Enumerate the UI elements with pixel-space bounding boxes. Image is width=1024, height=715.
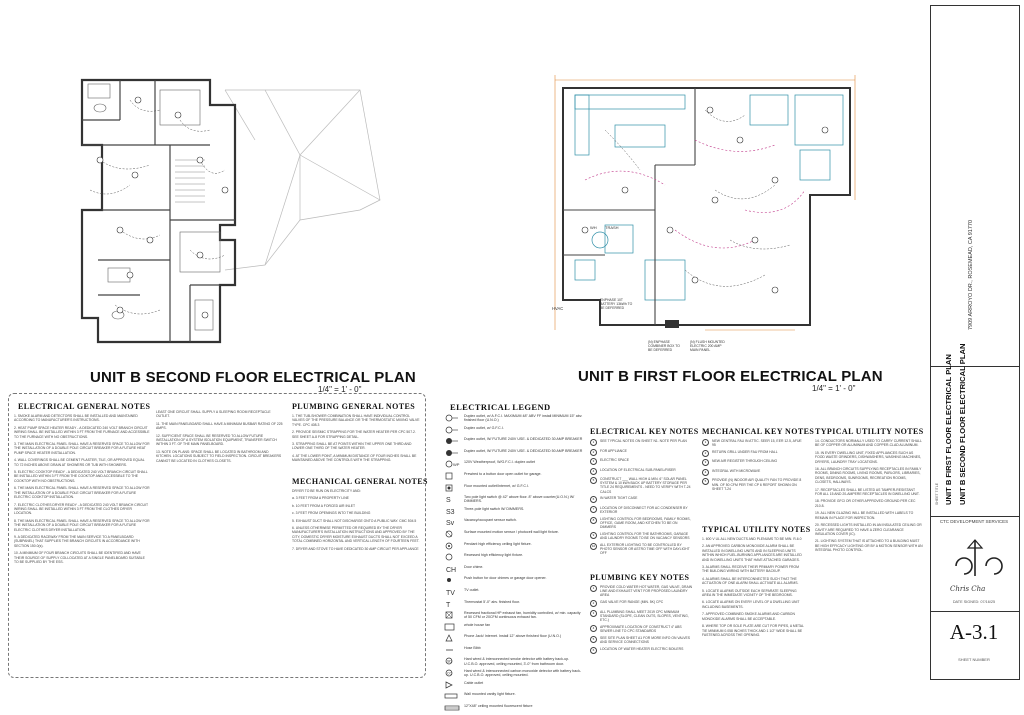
legend-row (444, 484, 584, 496)
svg-text:TV: TV (446, 589, 455, 597)
legend-row (444, 669, 584, 681)
key-note-text: CONSTRUCT ___ WALL HIGH & MIN. 6" SOLAR PANEL SYSTEM & 10 kWh BACK UP BATTERY STORAGE PER TITLE 24 REQUIREMENTS - NEED TO VERIFY WITH T-24 CALCS (600, 477, 691, 494)
pendant-light-icon (444, 542, 460, 550)
svg-text:S: S (446, 497, 451, 505)
electrical-notes-col1 (14, 414, 150, 672)
mechanical-note: c. 3 FEET FROM OPENINGS INTO THE BUILDING (292, 511, 371, 516)
key-note (590, 625, 694, 633)
second-floor-scale: 1/4" = 1' - 0" (318, 385, 362, 394)
key-number-icon: 5 (590, 636, 597, 643)
key-number-icon: 1 (702, 439, 709, 446)
typical-utility-notes-heading-2: TYPICAL UTILITY NOTES (815, 427, 924, 436)
electrical-note: 3. THE MAIN ELECTRICAL PANEL SHALL HAVE A RESERVED SPACE TO ALLOW FOR THE INSTALLATION OF A DOUBLE POLE CIRCUIT BREAKER FOR A FUTURE HEAT PUMP SPACE HEATER INSTALLATION. (14, 442, 150, 455)
legend-row (444, 518, 584, 530)
plumbing-notes (292, 414, 420, 476)
electrical-note: 4. WALL COVERINGS SHALL BE CEMENT PLASTER, TILE, OR APPROVED EQUAL TO 72 INCHES ABOVE DRAIN AT SHOWERS OR TUB WITH SHOWERS. (14, 458, 145, 467)
second-floor-plan-title: UNIT B SECOND FLOOR ELECTRICAL PLAN (90, 369, 416, 386)
utility-note: 7. APPROVED COMBINED SMOKE ALARMS AND CARBON MONOXIDE ALARMS SHALL BE ACCEPTABLE. (702, 612, 795, 621)
legend-text: Duplex outlet, w/ A.F.C.I. MAXIMUM 48" ABV FF install MINIMUM 15" abv. finished floor (U.N.O.) (464, 414, 583, 423)
legend-text: Thermostat 5'-0" abv. finished floor. (464, 599, 521, 604)
legend-text: Vacancy/occupant sensor switch. (464, 518, 517, 523)
project-address: 7909 ARROYO DR., ROSEMEAD, CA 91770 (968, 219, 974, 330)
legend-text: Phone Jack/ Internet. Install 12" above finished floor (U.N.O.) (464, 634, 562, 639)
legend-row (444, 449, 584, 461)
key-note (590, 449, 694, 456)
key-note-text: ALL EXTERIOR LIGHTING TO BE CONTROLLED BY PHOTO SENSOR OR ASTRO TIME OFF WITH DAYLIGHT OFF (600, 542, 690, 556)
key-note (702, 459, 806, 466)
key-note (590, 610, 694, 623)
second-floor-plan-drawing (60, 60, 400, 365)
typical-utility-notes-list-2 (815, 439, 923, 675)
utility-note: 21. LIGHTING SYSTEM THAT IS ATTACHED TO A BUILDING MUST BE HIGH EFFICACY LIGHTING OR BY A MOTION SENSOR WITH AN INTEGRAL PHOTO CONTROL. (815, 539, 923, 553)
key-note-text: FOR APPLIANCE (600, 448, 627, 453)
key-note (702, 478, 806, 491)
key-number-icon: 3 (590, 458, 597, 465)
duplex-outlet-icon (444, 414, 460, 422)
mechanical-note: b. 10 FEET FROM A FORCED AIR INLET (292, 503, 356, 508)
title-block-divider (931, 611, 1019, 612)
legend-text: Duplex outlet, W/ FUTURE 240V USE. & DEDICATED 50 AMP BREAKER (464, 448, 583, 453)
first-floor-plan-title: UNIT B FIRST FLOOR ELECTRICAL PLAN (578, 368, 883, 385)
legend-row (444, 704, 584, 715)
svg-text:WP: WP (453, 462, 460, 468)
legend-row (444, 507, 584, 519)
legend-row (444, 692, 584, 704)
key-number-icon: 3 (702, 459, 709, 466)
sheet-number-label: SHEET NUMBER (958, 657, 990, 662)
utility-note: 14. CONDUCTORS NORMALLY USED TO CARRY CURRENT SHALL BE OF COPPER OR ALUMINUM AND COPPER-CLAD ALUMINUM. (815, 439, 922, 448)
key-note-text: LIGHTING CONTROL FOR THE BATHROOMS, GARAGE AND LAUNDRY ROOMS TO BE ON VACANCY SENSORS (600, 531, 690, 541)
phone-jack-icon (444, 634, 460, 642)
key-note-text: LIGHTING CONTROL FOR BEDROOMS, FAMILY ROOMS, OFFICE, GAME ROOM, AND KITCHEN TO BE ON DIMMERS (600, 516, 691, 530)
plumbing-general-notes-heading: PLUMBING GENERAL NOTES (292, 402, 416, 411)
legend-row (444, 634, 584, 646)
key-note (590, 468, 694, 475)
legend-text: Two pole light switch @ 42" above floor. 8" above counter(U.O.N.) W/ DIMMERS. (464, 495, 575, 504)
key-note-text: APPROXIMATE LOCATION OF CONSTRUCT 4" ABS SEWER LINE TO CPC STANDARDS (600, 624, 682, 633)
key-number-icon: 2 (590, 600, 597, 607)
typical-utility-notes-list-1 (702, 537, 806, 675)
sheet-title-first-floor: UNIT B FIRST FLOOR ELECTRICAL PLAN (944, 354, 953, 505)
electrical-note: 6. THE MAIN ELECTRICAL PANEL SHALL HAVE A RESERVED SPACE TO ALLOW FOR THE INSTALLATION OF A DOUBLE POLE CIRCUIT BREAKER FOR A FUTURE ELECTRIC COOKTOP INSTALLATION. (14, 486, 150, 500)
key-note (590, 647, 694, 654)
key-note (590, 496, 694, 503)
electrical-general-notes-heading: ELECTRICAL GENERAL NOTES (18, 402, 151, 411)
vacancy-sensor-icon (444, 518, 460, 526)
key-note (590, 585, 694, 598)
svg-text:CH: CH (446, 566, 457, 574)
motion-sensor-light-icon (444, 530, 460, 538)
legend-text: Hard wired & interconnected carbon monoxide detector with battery back-up. U.C.B.O. approved, ceiling mounted. (464, 669, 582, 678)
label-wh: WH (590, 225, 597, 230)
tv-outlet-icon (444, 588, 460, 596)
key-number-icon: 7 (590, 506, 597, 513)
key-number-icon: 2 (590, 449, 597, 456)
key-note-text: LOCATION OF WATER HEATER ELECTRIC BOILERS (600, 646, 684, 651)
key-note (590, 439, 694, 446)
plumbing-note: 1. THE TUB-SHOWER COMBINATION SHALL HAVE INDIVIDUAL CONTROL VALVES OF THE PRESSURE BALANCE OR THE THERMOSTATIC MIXING VALVE TYPE. CPC 408.3 (292, 414, 420, 427)
key-number-icon: 5 (590, 477, 597, 484)
key-note-text: LOCATION OF ELECTRICAL SUB-PANEL/RISER (600, 467, 676, 472)
label-trash: TRASH (605, 225, 619, 230)
key-note-text: PROVIDE COLD WATER HOT WATER, GAS VALVE, DRAIN LINE AND EXHAUST VENT FOR PROPOSED LAUNDRY AREA (600, 585, 693, 598)
key-note-text: NEW AIR REGISTER THROUGH CEILING (712, 459, 778, 464)
cable-outlet-icon (444, 681, 460, 689)
hose-bibb-icon (444, 646, 460, 654)
legend-text: Door chime. (464, 564, 484, 569)
electrical-key-notes-heading: ELECTRICAL KEY NOTES (590, 427, 699, 436)
label-hvac: HVAC (552, 306, 564, 311)
mechanical-note: 7. DRYER AND STOVE TO HAVE DEDICATED 30 AMP CIRCUIT PER APPLIANCE (292, 546, 419, 551)
legend-row (444, 600, 584, 612)
key-number-icon: 1 (590, 585, 597, 592)
utility-note: 8. WHERE TOP OR SOLE PLATE ARE CUT FOR PIPES, A METAL TIE MINIMUM 0.058 INCHES THICK AND 1 1/2" WIDE SHALL BE FASTENED ACROSS THE OPENING. (702, 624, 804, 637)
legend-row (444, 437, 584, 449)
label-enphase-battery: ENPHASE 10T BATTERY 13kWh TO BE DEFERRED (600, 298, 633, 310)
smoke-detector-icon (444, 657, 460, 665)
legend-text: 12"X48" ceiling mounted fluorescent fixture (464, 703, 533, 708)
legend-text: Prewired to a button door open outlet for garage. (464, 471, 542, 476)
svg-text:CO: CO (447, 671, 453, 676)
legend-row (444, 576, 584, 588)
legend-text: Hose Bibb (464, 645, 481, 650)
key-note (702, 439, 806, 447)
key-note-text: LOCATION OF DISCONNECT FOR AC CONDENSER BY EXTERIOR (600, 505, 688, 515)
key-number-icon: 4 (590, 468, 597, 475)
legend-row (444, 588, 584, 600)
fluorescent-fixture-icon (444, 704, 460, 712)
key-note (702, 450, 806, 457)
sheet-number: A-3.1 (949, 620, 999, 644)
key-note-text: NEW CENTRAL FAU IN ATTIC. SEER 15, EER 12.5, AFUE 95 (712, 439, 802, 448)
key-number-icon: 8 (590, 517, 597, 524)
key-note-text: PROVIDE (N) INDOOR AIR QUALITY FAN TO PROVIDE 8 MIN. OF 50 CFM PER THE CP 6 REPORT SHOWN ON SHEET T-24 (712, 478, 802, 491)
mechanical-notes (292, 489, 420, 594)
legend-text: Recessed high efficiency light fixture. (464, 553, 524, 558)
label-main-panel: (N) FLUSH MOUNTED ELECTRIC 200 AMP MAIN PANEL (690, 340, 725, 352)
key-note-text: INTEGRAL WITH MICROWAVE (712, 468, 761, 473)
door-chime-icon (444, 565, 460, 573)
electrical-notes-col2 (156, 410, 284, 540)
co-detector-icon (444, 669, 460, 677)
legend-text: Hard wired & interconnected smoke detector with battery back-up. U.C.B.O. approved, ceiling mounted, 3'-0" from bathroom door. (464, 657, 570, 666)
company-name: CTC DEVELOPMENT SERVICES (939, 519, 1009, 524)
key-note (590, 600, 694, 607)
legend-text: Wall mounted vanity light fixture. (464, 692, 516, 697)
svg-text:Sv: Sv (446, 520, 455, 528)
key-number-icon: 10 (591, 543, 596, 548)
legend-text: Surface mounted motion sensor / photocell wall light fixture. (464, 529, 559, 534)
plumbing-note: 3. STRAPPING SHALL BE AT POINTS WITHIN THE UPPER ONE THIRD AND LOWER ONE THIRD OF THE WATER HEATER. (292, 442, 412, 451)
legend-row (444, 553, 584, 565)
utility-note: 4. ALARMS SHALL BE INTERCONNECTED SUCH THAT THE ACTUATION OF ONE ALARM SHALL ACTIVATE ALL ALARMS. (702, 576, 799, 586)
legend-row (444, 657, 584, 669)
utility-note: 6. LOCATE ALARMS ON EVERY LEVEL OF A DWELLING UNIT INCLUDING BASEMENTS. (702, 600, 800, 609)
plumbing-note: 2. PROVIDE SEISMIC STRAPPING FOR THE WATER HEATER PER CPC 507.2. SEE SHEET A-8 FOR STRAPPING DETAIL. (292, 430, 416, 439)
legend-text: Three-pole light switch W/ DIMMERS. (464, 506, 525, 511)
svg-text:S3: S3 (446, 508, 455, 516)
electrical-note: 12. SUFFICIENT SPACE SHALL BE RESERVED TO ALLOW FUTURE INSTALLATION OF A SYSTEM ISOLATION EQUIPMENT, TRANSFER SWITCH WITHIN 3 FT. OF THE MAIN PANELBOARD. (156, 433, 277, 447)
signature: Chris Cha (950, 585, 986, 593)
plumbing-note: 4. AT THE LOWER POINT, A MINIMUM DISTANCE OF FOUR INCHES SHALL BE MAINTAINED ABOVE THE CONTROLS WITH THE STRAPPING. (292, 453, 417, 463)
garage-outlet-icon (444, 472, 460, 480)
first-floor-plan-drawing (545, 70, 865, 370)
legend-text: 120V Weatherproof, W/G.F.C.I. duplex outlet (464, 460, 536, 465)
legend-row (444, 646, 584, 658)
label-combiner-box: (N) ENPHASE COMBINER BOX TO BE DEFERRED (648, 340, 680, 352)
recessed-light-icon (444, 553, 460, 561)
utility-note: 18. PROVIDE GFCI OR OTHER APPROVED GROUND PER CEC 210.8. (815, 499, 916, 508)
ctc-logo-icon (950, 532, 1000, 582)
svg-text:SD: SD (447, 659, 452, 664)
utility-note: 16. ALL BRANCH CIRCUITS SUPPLYING RECEPTACLES IN FAMILY ROOMS, DINING ROOMS, LIVING ROOMS, PARLORS, LIBRARIES, DENS, BEDROOMS, SUNROOMS, RECREATION ROOMS, CLOSETS, HALLWAYS. (815, 467, 922, 485)
svg-text:T: T (446, 601, 451, 609)
key-number-icon: 9 (590, 532, 597, 539)
electrical-legend-heading: ELECTRICAL LEGEND (450, 402, 551, 412)
legend-text: Cable outlet (464, 680, 484, 685)
plumbing-key-notes-list (590, 585, 694, 675)
plumbing-key-notes-heading: PLUMBING KEY NOTES (590, 573, 690, 582)
mechanical-note: DRYER TO BE RUN ON ELECTRICITY AND: (292, 489, 361, 493)
key-note-text: IN WATER TIGHT CASE (600, 496, 638, 501)
key-number-icon: 6 (590, 496, 597, 503)
first-floor-scale: 1/4" = 1' - 0" (812, 384, 856, 393)
legend-row (444, 611, 584, 623)
weatherproof-outlet-icon (444, 460, 460, 468)
mechanical-key-notes-heading: MECHANICAL KEY NOTES (702, 427, 815, 436)
legend-text: Push button for door chimes or garage door opener. (464, 576, 547, 581)
electrical-note: 8. THE MAIN ELECTRICAL PANEL SHALL HAVE A RESERVED SPACE TO ALLOW FOR THE INSTALLATION OF A DOUBLE POLE CIRCUIT BREAKER FOR A FUTURE ELECTRIC CLOTHES DRYER INSTALLATION. (14, 518, 150, 532)
legend-text: Recessed fractional HP exhaust fan, humidity controlled, w/ min. capacity of 50 CFM or 20CFM continuous exhaust fan. (464, 611, 581, 620)
key-number-icon: 4 (702, 469, 709, 476)
date-signed: DATE SIGNED: 07/16/25 (952, 600, 996, 604)
240v-outlet-icon (444, 437, 460, 445)
legend-row (444, 414, 584, 426)
push-button-icon (444, 576, 460, 584)
legend-text: Duplex outlet, w/ G.F.C.I. (464, 425, 504, 430)
thermostat-icon (444, 600, 460, 608)
legend-text: Floor mounted outlet/Internet, w/ G.F.C.I. (464, 483, 529, 488)
electrical-note: 9. A DEDICATED RACEWAY FROM THE MAIN SERVICE TO A PANELBOARD (SUBPANEL) THAT SUPPLIES THE BRANCH CIRCUITS IN ACCORDANCE WITH SECTION 150.0(s). (14, 534, 140, 548)
mechanical-note: a. 3 FEET FROM A PROPERTY LINE (292, 496, 349, 501)
utility-note: 5. LOCATE ALARMS OUTSIDE EACH SEPARATE SLEEPING AREA IN THE IMMEDIATE VICINITY OF THE BEDROOMS. (702, 588, 797, 598)
mechanical-key-notes-list (702, 439, 806, 515)
exhaust-fan-icon (444, 611, 460, 619)
key-number-icon: 4 (590, 625, 597, 632)
legend-row (444, 565, 584, 577)
key-note (590, 636, 694, 644)
legend-row (444, 426, 584, 438)
legend-text: Pendant high efficiency ceiling light fixture. (464, 541, 532, 546)
electrical-note: 2. HEAT PUMP SPACE HEATER READY - A DEDICATED 240 VOLT BRANCH CIRCUIT WIRING SHALL BE INSTALLED WITHIN 3 FT FROM THE FURNACE AND ACCESSIBLE TO THE FURNACE WITH NO OBSTRUCTIONS. (14, 425, 150, 439)
legend-row (444, 530, 584, 542)
key-note (590, 458, 694, 465)
mechanical-note: 6. UNLESS OTHERWISE PERMITTED OR REQUIRED BY THE DRYER MANUFACTURER'S INSTALLATION INSTRUCTIONS AND APPROVED BY THE CITY, DOMESTIC DRYER MOISTURE EXHAUST DUCTS SHALL NOT EXCEED A TOTAL COMBINED HORIZONTAL AND VERTICAL LENGTH OF FOURTEEN FEET. (292, 526, 420, 544)
electrical-note: 7. ELECTRIC CLOTHES DRYER READY - A DEDICATED 240 VOLT BRANCH CIRCUIT WIRING SHALL BE INSTALLED WITHIN 3 FT FROM THE CLOTHES DRYER LOCATION. (14, 502, 148, 516)
electrical-note: 10. A MINIMUM OF FOUR BRANCH CIRCUITS SHALL BE IDENTIFIED AND HAVE THEIR SOURCE OF SUPPLY COLLOCATED AT A SINGLE PANELBOARD SUITABLE TO BE SUPPLIED BY THE ESS. (14, 551, 145, 564)
key-note-text: GAS VALVE FOR RANGE (MIN. 5K) CPC (600, 600, 664, 605)
electrical-note: 1. SMOKE ALARM AND DETECTORS SHALL BE INSTALLED AND MAINTAINED ACCORDING TO MANUFACTURER'S INSTRUCTIONS. (14, 414, 138, 423)
gfci-outlet-icon (444, 426, 460, 434)
key-note (590, 532, 694, 540)
240v-outlet-icon (444, 449, 460, 457)
key-number-icon: 2 (702, 450, 709, 457)
switch-icon (444, 495, 460, 503)
key-number-icon: 1 (590, 439, 597, 446)
utility-note: 20. RECESSED LIGHTS INSTALLED IN AN INSULATED CEILING OR CAVITY ARE REQUIRED TO HAVE A ZERO CLEARANCE INSULATION COVER (IC). (815, 523, 922, 536)
utility-note: 1. 600 V UL ALL NEW DUCTS AND PLENUMS TO BE MIN. R-6.0 (702, 537, 802, 541)
key-note-text: ELECTRIC SPACE (600, 458, 629, 462)
key-number-icon: 5 (702, 478, 709, 485)
legend-row (444, 495, 584, 507)
key-note-text: RETURN GRILL UNDER FAU FROM HALL (712, 449, 778, 454)
utility-note: 19. ALL NEW GLAZING WILL BE INSTALLED WITH LABELS TO REMAIN IN PLACE FOR INSPECTION. (815, 511, 914, 520)
whole-house-fan-icon (444, 623, 460, 631)
utility-note: 2. AN APPROVED CARBON MONOXIDE ALARM SHALL BE INSTALLED IN DWELLING UNITS AND IN SLEEPING UNITS WITHIN WHICH FUEL-BURNING APPLIANCES ARE INSTALLED AND IN DWELLING UNITS THAT HAVE ATTACHED GARAGES. (702, 544, 802, 562)
electrical-note: 11. THE MAIN PANELBOARD SHALL HAVE A MINIMUM BUSBAR RATING OF 225 AMPS. (156, 421, 283, 431)
floor-outlet-icon (444, 484, 460, 492)
legend-text: whole house fan (464, 622, 491, 627)
electrical-note: 13. NOTE ON PLANS: SPACE SHALL BE LOCATED IN BATHROOM AND KITCHEN. LOCATIONS SUBJECT TO FIELD INSPECTION. CIRCUIT BREAKERS CANNOT BE LOCATED IN CLOTHES CLOSETS. (156, 449, 282, 463)
legend-row (444, 542, 584, 554)
typical-utility-notes-heading-1: TYPICAL UTILITY NOTES (702, 525, 811, 534)
title-block-divider (931, 516, 1019, 517)
sheet-title-label: SHEET TITLE (935, 482, 939, 505)
utility-note: 15. IN EVERY DWELLING UNIT, FIXED APPLIANCES SUCH AS FOOD WASTE GRINDERS, DISHWASHERS, WASHING MACHINES, DRYERS, LAUNDRY TRAY LOCATIONS. (815, 450, 922, 464)
electrical-key-notes-list (590, 439, 694, 565)
key-note (590, 517, 694, 530)
mechanical-note: 5. EXHAUST DUCT SHALL NOT DISCHARGE ONTO A PUBLIC WAY. CMC 504.5 (292, 518, 417, 523)
electrical-note: LEAST ONE CIRCUIT SHALL SUPPLY A SLEEPING ROOM RECEPTACLE OUTLET. (156, 410, 271, 419)
legend-row (444, 472, 584, 484)
key-note-text: SEE TYPICAL NOTES ON SHEET N1. NOTE PER PLAN (600, 439, 687, 443)
key-note (590, 543, 694, 556)
sheet-title-second-floor: UNIT B SECOND FLOOR ELECTRICAL PLAN (958, 343, 967, 505)
mechanical-general-notes-heading: MECHANICAL GENERAL NOTES (292, 477, 428, 486)
key-note (590, 506, 694, 514)
three-way-switch-icon (444, 507, 460, 515)
legend-row (444, 681, 584, 693)
key-note (590, 477, 694, 494)
utility-note: 3. ALARMS SHALL RECEIVE THEIR PRIMARY POWER FROM THE BUILDING WIRING WITH BATTERY BACKUP. (702, 565, 799, 574)
key-number-icon: 3 (590, 610, 597, 617)
legend-row (444, 623, 584, 635)
key-note-text: ALL PLUMBING SHALL MEET 2019 CPC MINIMUM STANDARD (SLOPE, CLEAN OUTS, SLOPES, VENTING, ETC.) (600, 609, 689, 623)
legend-text: TV outlet. (464, 587, 480, 592)
vanity-light-icon (444, 692, 460, 700)
key-number-icon: 6 (590, 647, 597, 654)
legend-text: Duplex outlet, W/ FUTURE 240V USE. & DEDICATED 30 AMP BREAKER (464, 437, 583, 442)
electrical-note: 5. ELECTRIC COOKTOP READY - A DEDICATED 240 VOLT BRANCH CIRCUIT SHALL BE INSTALLED WITHIN 3 FT FROM THE COOKTOP AND ACCESSIBLE TO THE COOKTOP WITH NO OBSTRUCTIONS. (14, 470, 148, 483)
electrical-legend-list (444, 414, 584, 708)
utility-note: 17. RECEPTACLES SHALL BE LISTED AS TAMPER-RESISTANT FOR ALL 15 AND 20-AMPERE RECEPTACLES IN DWELLING UNIT. (815, 487, 920, 497)
key-note-text: SEE SITE PLAN SHEET A1 FOR MORE INFO ON VALVES AND SERVICE CONNECTIONS (600, 635, 691, 644)
legend-row (444, 460, 584, 472)
key-note (702, 469, 806, 476)
